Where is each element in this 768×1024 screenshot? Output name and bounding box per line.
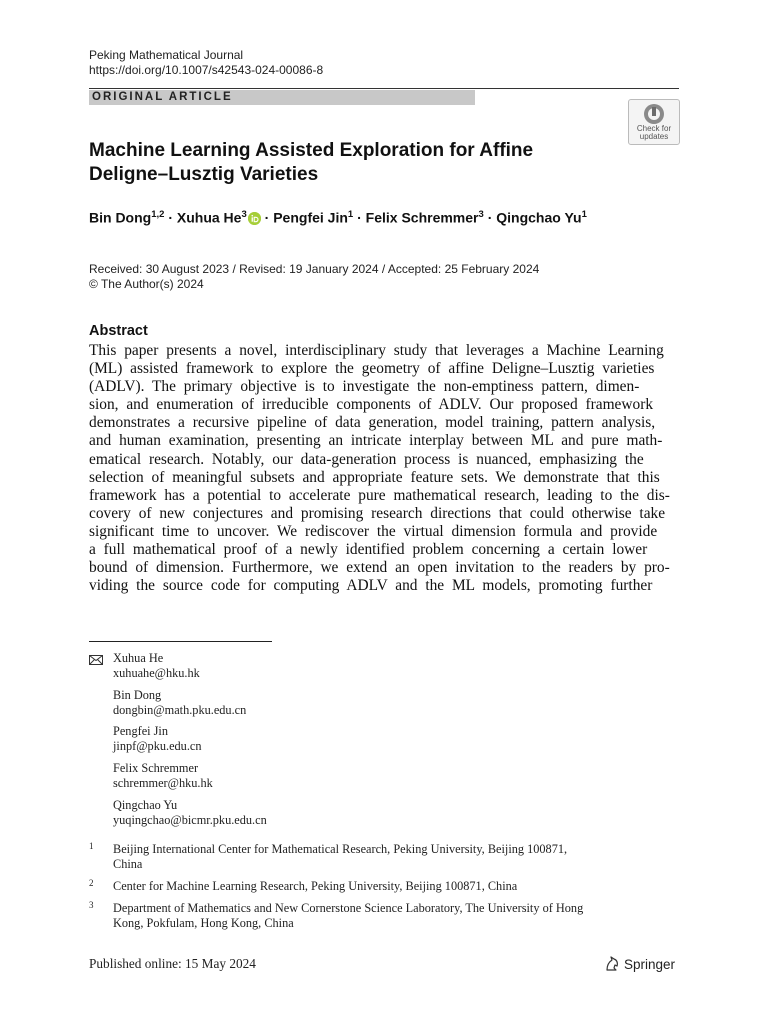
affiliation-line: Center for Machine Learning Research, Peking University, Beijing 100871, China [113, 879, 518, 893]
abstract-line: a full mathematical proof of a newly identified problem concerning a certain lower [89, 541, 648, 559]
abstract-line: This paper presents a novel, interdisciplinary study that leverages a Machine Learning [89, 342, 664, 359]
affiliation-line: Beijing International Center for Mathematical Research, Peking University, Beijing 100871, [113, 842, 568, 856]
journal-header [89, 48, 323, 78]
received-dates: Received: 30 August 2023 / Revised: 19 January 2024 / Accepted: 25 February 2024 [89, 262, 540, 276]
contact-name: Qingchao Yu [113, 798, 178, 812]
abstract-line: selection of meaningful subsets and appropriate feature sets. We demonstrate that this [89, 468, 660, 486]
badge-line1: Check for [636, 124, 672, 133]
article-type-banner: ORIGINAL ARTICLE [89, 90, 475, 105]
contact-name: Xuhua He [113, 651, 164, 665]
author-separator: · [168, 209, 173, 226]
title-line1: Machine Learning Assisted Exploration for Affine [89, 140, 534, 161]
abstract-line: covery of new conjectures and promising research directions that could otherwise take [89, 504, 666, 522]
abstract-line: ematical research. Notably, our data-generation process is nuanced, emphasizing the [89, 450, 644, 468]
contact-email[interactable]: dongbin@math.pku.edu.cn [113, 703, 247, 717]
contact-entry [113, 798, 413, 828]
affiliation-line: Department of Mathematics and New Cornerstone Science Laboratory, The University of Hong [113, 901, 584, 915]
affiliation-number: 2 [89, 878, 94, 888]
abstract-line: bound of dimension. Furthermore, we extend an open invitation to the readers by pro- [89, 559, 670, 577]
author-list [89, 209, 587, 226]
abstract-line: demonstrates a recursive pipeline of data generation, model training, pattern analysis, [89, 414, 656, 432]
contact-email[interactable]: jinpf@pku.edu.cn [113, 739, 202, 753]
mail-icon [89, 655, 103, 665]
abstract-line: (ADLV). The primary objective is to investigate the non-emptiness pattern, dimen- [89, 378, 640, 396]
affiliation-number: 3 [89, 900, 94, 910]
copyright: © The Author(s) 2024 [89, 277, 204, 291]
author-name: Felix Schremmer [365, 209, 479, 226]
contact-entry [113, 761, 413, 791]
author-separator: · [357, 209, 362, 226]
publication-dates [89, 262, 539, 292]
contact-email[interactable]: schremmer@hku.hk [113, 776, 213, 790]
author-separator: · [487, 209, 493, 226]
author-affil-sup: 3 [478, 209, 484, 220]
abstract-line: framework has a potential to accelerate pure mathematical research, leading to the dis- [89, 486, 670, 504]
contact-name: Felix Schremmer [113, 761, 199, 775]
abstract-line: significant time to uncover. We rediscover the virtual dimension formula and provide [89, 522, 658, 540]
affiliation-line: Kong, Pokfulam, Hong Kong, China [113, 916, 294, 930]
contact-email[interactable]: yuqingchao@bicmr.pku.edu.cn [113, 813, 267, 827]
author-affil-sup: 1 [347, 209, 354, 220]
check-updates-icon [643, 103, 665, 125]
check-for-updates-badge[interactable] [628, 99, 680, 145]
abstract-line: viding the source code for computing ADLV and the ML models, promoting further [89, 577, 653, 595]
author-name: Xuhua He [176, 209, 242, 226]
contact-entry [113, 724, 413, 754]
doi-link[interactable]: https://doi.org/10.1007/s42543-024-00086-8 [89, 63, 324, 77]
published-online: Published online: 15 May 2024 [89, 956, 256, 971]
contact-entry [113, 688, 413, 718]
contact-name: Bin Dong [113, 688, 162, 702]
publisher-name: Springer [624, 957, 676, 972]
abstract-line: sion, and enumeration of irreducible components of ADLV. Our proposed framework [89, 396, 654, 414]
abstract-body [89, 342, 679, 595]
badge-line2: updates [639, 132, 669, 141]
abstract-heading: Abstract [89, 323, 148, 339]
orcid-icon[interactable] [248, 212, 261, 225]
affiliation-line: China [113, 857, 143, 871]
abstract-line: and human examination, presenting an intricate interplay between ML and pure math- [89, 432, 663, 450]
author-name: Pengfei Jin [273, 209, 348, 226]
paper-title [89, 139, 609, 187]
springer-horse-icon [604, 955, 621, 972]
journal-name: Peking Mathematical Journal [89, 48, 244, 62]
author-affil-sup: 1 [581, 209, 587, 220]
affiliation-number: 1 [89, 841, 94, 851]
author-name: Qingchao Yu [496, 209, 582, 226]
author-name: Bin Dong [89, 209, 152, 226]
author-affil-sup: 1,2 [151, 209, 165, 220]
author-affil-sup: 3 [241, 209, 247, 220]
footnote-rule [89, 641, 272, 642]
publisher-logo [604, 955, 675, 972]
contact-email[interactable]: xuhuahe@hku.hk [113, 666, 200, 680]
contact-entry [113, 651, 413, 681]
author-separator: · [264, 209, 270, 226]
contact-name: Pengfei Jin [113, 724, 168, 738]
title-line2: Deligne–Lusztig Varieties [89, 164, 319, 185]
header-rule [89, 88, 679, 89]
abstract-line: (ML) assisted framework to explore the geometry of affine Deligne–Lusztig varieties [89, 360, 655, 378]
